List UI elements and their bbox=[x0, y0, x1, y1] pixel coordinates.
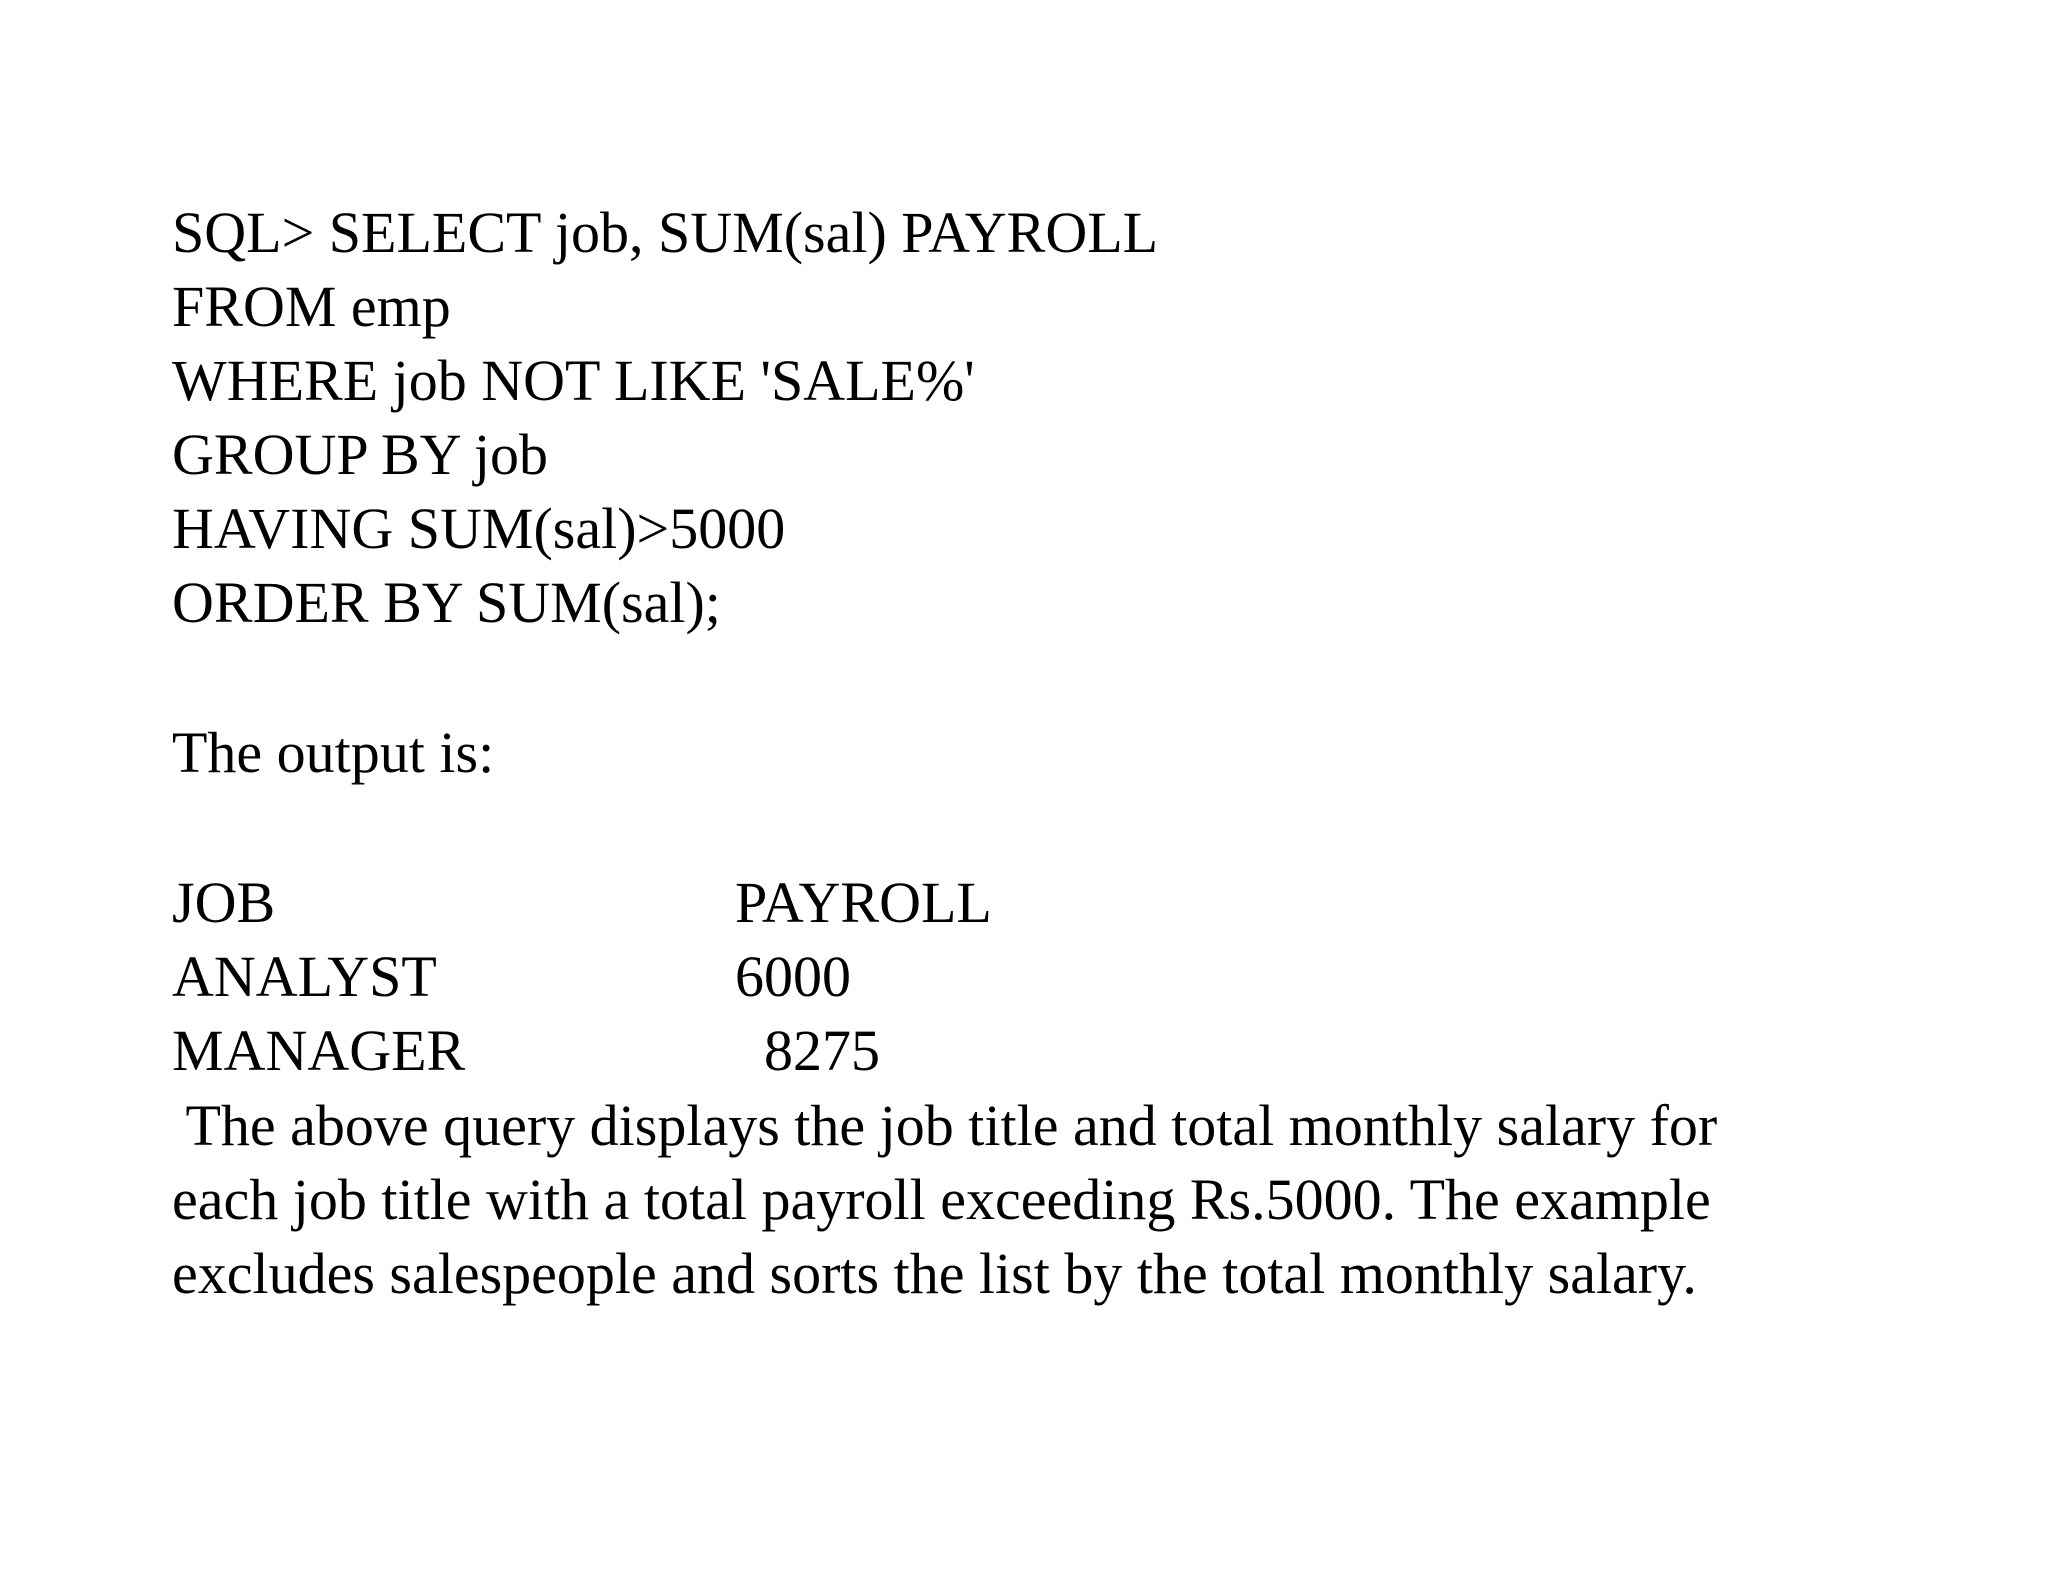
sql-line: GROUP BY job bbox=[172, 422, 548, 487]
explanation-line: each job title with a total payroll exceeding Rs.5000. The example bbox=[172, 1167, 1711, 1232]
sql-line: WHERE job NOT LIKE 'SALE%' bbox=[172, 348, 975, 413]
table-cell-payroll: 8275 bbox=[735, 1018, 880, 1083]
sql-line: ORDER BY SUM(sal); bbox=[172, 570, 721, 635]
table-cell-job: MANAGER bbox=[172, 1018, 466, 1083]
table-cell-job: ANALYST bbox=[172, 944, 437, 1009]
sql-line: SQL> SELECT job, SUM(sal) PAYROLL bbox=[172, 200, 1159, 265]
explanation-line: excludes salespeople and sorts the list by the total monthly salary. bbox=[172, 1241, 1697, 1306]
output-intro: The output is: bbox=[172, 720, 495, 785]
explanation-line: The above query displays the job title and total monthly salary for bbox=[172, 1093, 1718, 1158]
table-header-payroll: PAYROLL bbox=[735, 870, 992, 935]
table-header-job: JOB bbox=[172, 870, 276, 935]
sql-line: HAVING SUM(sal)>5000 bbox=[172, 496, 786, 561]
sql-line: FROM emp bbox=[172, 274, 451, 339]
table-cell-payroll: 6000 bbox=[735, 944, 851, 1009]
